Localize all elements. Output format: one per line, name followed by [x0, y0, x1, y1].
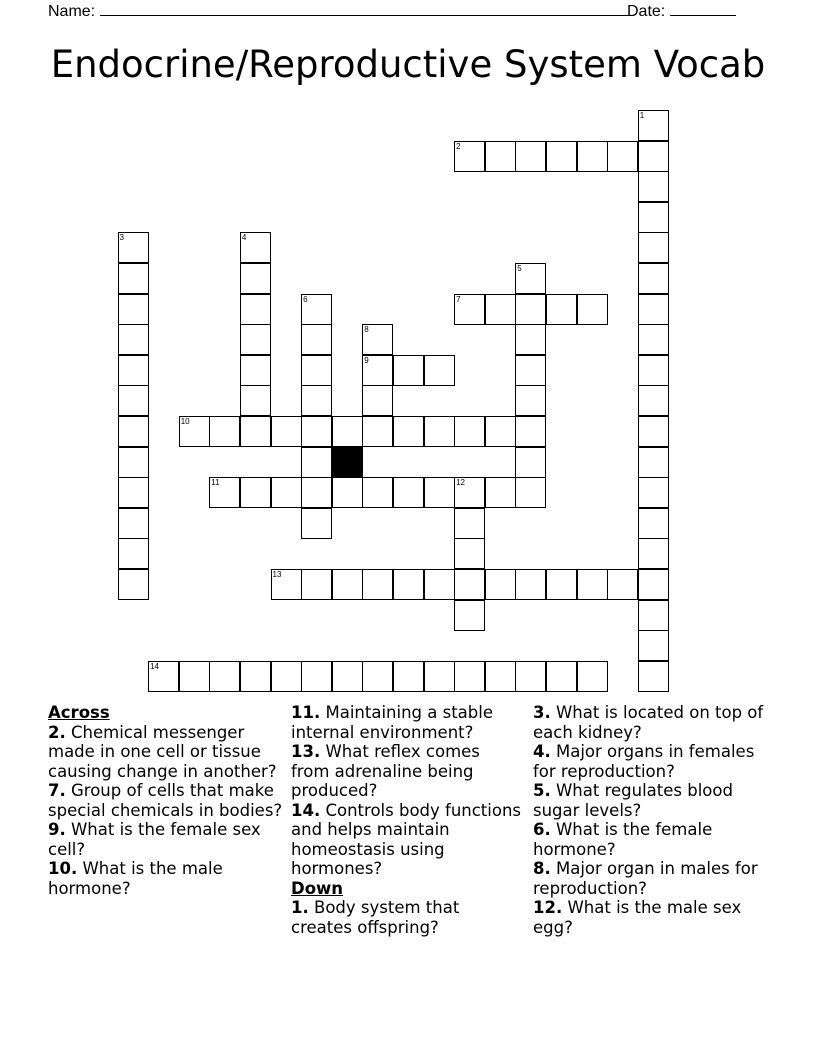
cell-number: 6	[303, 294, 308, 304]
crossword-cell[interactable]	[638, 232, 669, 263]
clue-text: Group of cells that make special chemicals in bodies?	[48, 781, 283, 820]
crossword-cell[interactable]	[577, 294, 608, 325]
crossword-cell[interactable]	[240, 324, 271, 355]
clue-text: What is the female sex cell?	[48, 820, 261, 859]
cell-number: 8	[364, 325, 369, 335]
crossword-cell[interactable]	[485, 294, 516, 325]
crossword-cell[interactable]	[485, 141, 516, 172]
cell-number: 9	[364, 355, 369, 365]
cell-number: 7	[456, 294, 461, 304]
crossword-cell[interactable]	[638, 141, 669, 172]
crossword-cell[interactable]	[393, 477, 424, 508]
crossword-cell[interactable]	[638, 355, 669, 386]
clue-down-3	[533, 703, 769, 742]
clue-number: 7.	[48, 781, 66, 800]
crossword-cell[interactable]	[485, 661, 516, 692]
crossword-cell[interactable]	[240, 294, 271, 325]
crossword-cell[interactable]	[148, 661, 179, 692]
crossword-cell[interactable]	[332, 661, 363, 692]
crossword-cell[interactable]	[638, 416, 669, 447]
crossword-cell[interactable]	[209, 416, 240, 447]
clue-across-7	[48, 781, 284, 820]
crossword-cell[interactable]	[638, 171, 669, 202]
crossword-cell[interactable]	[546, 661, 577, 692]
crossword-cell[interactable]	[118, 538, 149, 569]
crossword-cell[interactable]	[301, 355, 332, 386]
crossword-cell[interactable]	[454, 538, 485, 569]
clue-number: 13.	[291, 742, 321, 761]
clue-number: 14.	[291, 800, 321, 820]
clue-number: 4.	[533, 742, 551, 761]
clue-across-13	[291, 742, 523, 801]
crossword-cell[interactable]	[362, 569, 393, 600]
crossword-cell[interactable]	[332, 416, 363, 447]
crossword-cell[interactable]	[301, 416, 332, 447]
crossword-cell[interactable]	[179, 661, 210, 692]
clue-column-3	[533, 703, 769, 937]
crossword-cell[interactable]	[301, 477, 332, 508]
name-label: Name:	[48, 3, 96, 20]
crossword-cell[interactable]	[454, 477, 485, 508]
crossword-cell[interactable]	[240, 477, 271, 508]
crossword-cell[interactable]	[301, 294, 332, 325]
clue-across-11	[291, 703, 523, 742]
crossword-cell[interactable]	[638, 538, 669, 569]
crossword-cell[interactable]	[301, 569, 332, 600]
clue-text: What is the male hormone?	[48, 859, 223, 898]
crossword-cell[interactable]	[454, 600, 485, 631]
crossword-cell[interactable]	[515, 661, 546, 692]
crossword-cell[interactable]	[454, 141, 485, 172]
crossword-cell[interactable]	[454, 416, 485, 447]
crossword-cell[interactable]	[118, 416, 149, 447]
clue-down-6	[533, 820, 769, 859]
crossword-cell[interactable]	[393, 355, 424, 386]
crossword-cell[interactable]	[424, 569, 455, 600]
crossword-cell[interactable]	[638, 477, 669, 508]
blocked-cell	[332, 447, 363, 478]
crossword-cell[interactable]	[362, 385, 393, 416]
crossword-cell[interactable]	[271, 477, 302, 508]
crossword-cell[interactable]	[515, 477, 546, 508]
crossword-cell[interactable]	[577, 141, 608, 172]
cell-number: 1	[639, 111, 645, 120]
across-heading: Across	[48, 703, 110, 722]
crossword-cell[interactable]	[515, 263, 546, 294]
crossword-cell[interactable]	[362, 324, 393, 355]
crossword-cell[interactable]	[362, 416, 393, 447]
clue-number: 8.	[533, 859, 551, 878]
clue-text: Chemical messenger made in one cell or tissue causing change in another?	[48, 722, 277, 781]
clue-text: Major organ in males for reproduction?	[533, 859, 758, 898]
crossword-cell[interactable]	[424, 355, 455, 386]
crossword-cell[interactable]	[515, 569, 546, 600]
crossword-cell[interactable]	[454, 508, 485, 539]
crossword-cell[interactable]	[515, 416, 546, 447]
crossword-cell[interactable]	[271, 661, 302, 692]
crossword-cell[interactable]	[577, 569, 608, 600]
crossword-cell[interactable]	[240, 661, 271, 692]
crossword-cell[interactable]	[118, 508, 149, 539]
crossword-cell[interactable]	[485, 569, 516, 600]
crossword-cell[interactable]	[301, 385, 332, 416]
crossword-cell[interactable]	[638, 661, 669, 692]
crossword-cell[interactable]	[209, 477, 240, 508]
clue-across-10	[48, 859, 284, 898]
cell-number: 3	[119, 233, 124, 243]
clue-number: 5.	[533, 781, 551, 800]
crossword-cell[interactable]	[515, 385, 546, 416]
crossword-cell[interactable]	[118, 232, 149, 263]
crossword-cell[interactable]	[240, 263, 271, 294]
crossword-cell[interactable]	[515, 447, 546, 478]
crossword-cell[interactable]	[301, 661, 332, 692]
crossword-cell[interactable]	[638, 447, 669, 478]
crossword-cell[interactable]	[577, 661, 608, 692]
clue-number: 11.	[291, 703, 321, 722]
date-label: Date:	[627, 3, 666, 20]
crossword-cell[interactable]	[118, 569, 149, 600]
clue-text: What regulates blood sugar levels?	[533, 781, 733, 820]
clue-number: 9.	[48, 820, 66, 839]
crossword-cell[interactable]	[118, 294, 149, 325]
crossword-cell[interactable]	[638, 508, 669, 539]
crossword-cell[interactable]	[118, 447, 149, 478]
page-title: Endocrine/Reproductive System Vocab	[50, 43, 766, 86]
down-heading: Down	[291, 878, 344, 898]
clue-text: Controls body functions and helps maintain homeostasis using hormones?	[291, 800, 522, 878]
clue-across-9	[48, 820, 284, 859]
crossword-cell[interactable]	[118, 263, 149, 294]
crossword-cell[interactable]	[240, 355, 271, 386]
crossword-cell[interactable]	[240, 416, 271, 447]
crossword-cell[interactable]	[118, 355, 149, 386]
crossword-cell[interactable]	[515, 141, 546, 172]
crossword-cell[interactable]	[638, 385, 669, 416]
cell-number: 4	[241, 233, 247, 243]
clue-across-14	[291, 801, 523, 879]
cell-number: 10	[180, 417, 190, 426]
crossword-cell[interactable]	[301, 447, 332, 478]
clue-down-12	[533, 898, 769, 937]
clue-down-4	[533, 742, 769, 781]
crossword-cell[interactable]	[546, 141, 577, 172]
crossword-cell[interactable]	[638, 630, 669, 661]
crossword-cell[interactable]	[424, 661, 455, 692]
crossword-cell[interactable]	[271, 569, 302, 600]
crossword-cell[interactable]	[607, 141, 638, 172]
clue-down-5	[533, 781, 769, 820]
crossword-cell[interactable]	[362, 661, 393, 692]
crossword-cell[interactable]	[485, 477, 516, 508]
crossword-cell[interactable]	[515, 294, 546, 325]
clue-text: Major organs in females for reproduction?	[533, 742, 755, 781]
crossword-cell[interactable]	[424, 477, 455, 508]
crossword-cell[interactable]	[515, 355, 546, 386]
crossword-cell[interactable]	[638, 263, 669, 294]
clue-text: What reflex comes from adrenaline being produced?	[291, 742, 480, 800]
clue-number: 3.	[533, 703, 551, 722]
crossword-cell[interactable]	[240, 232, 271, 263]
clue-text: Maintaining a stable internal environment?	[291, 703, 493, 742]
crossword-cell[interactable]	[393, 661, 424, 692]
clue-text: Body system that creates offspring?	[291, 898, 460, 937]
crossword-cell[interactable]	[546, 294, 577, 325]
cell-number: 13	[272, 570, 282, 579]
crossword-cell[interactable]	[301, 324, 332, 355]
clue-across-2	[48, 723, 284, 782]
crossword-cell[interactable]	[638, 600, 669, 631]
clue-column-2	[291, 703, 523, 937]
clue-column-1	[48, 703, 284, 898]
crossword-cell[interactable]	[638, 110, 669, 141]
crossword-cell[interactable]	[607, 569, 638, 600]
cell-number: 14	[150, 661, 159, 671]
crossword-cell[interactable]	[301, 508, 332, 539]
clue-number: 6.	[533, 820, 551, 839]
crossword-cell[interactable]	[393, 569, 424, 600]
crossword-cell[interactable]	[362, 355, 393, 386]
crossword-cell[interactable]	[209, 661, 240, 692]
clue-number: 12.	[533, 898, 563, 917]
cell-number: 2	[456, 141, 461, 151]
crossword-cell[interactable]	[515, 324, 546, 355]
crossword-cell[interactable]	[454, 661, 485, 692]
crossword-cell[interactable]	[332, 477, 363, 508]
crossword-cell[interactable]	[485, 416, 516, 447]
crossword-cell[interactable]	[271, 416, 302, 447]
crossword-cell[interactable]	[424, 416, 455, 447]
clue-text: What is located on top of each kidney?	[533, 703, 764, 742]
crossword-cell[interactable]	[638, 294, 669, 325]
crossword-cell[interactable]	[393, 416, 424, 447]
clue-down-8	[533, 859, 769, 898]
crossword-cell[interactable]	[638, 324, 669, 355]
clue-down-1	[291, 898, 523, 937]
crossword-cell[interactable]	[638, 202, 669, 233]
clue-text: What is the female hormone?	[533, 820, 713, 859]
cell-number: 11	[211, 478, 220, 488]
crossword-cell[interactable]	[362, 477, 393, 508]
crossword-cell[interactable]	[546, 569, 577, 600]
crossword-cell[interactable]	[454, 294, 485, 325]
crossword-cell[interactable]	[118, 385, 149, 416]
clue-number: 10.	[48, 859, 78, 878]
cell-number: 5	[517, 264, 522, 273]
crossword-cell[interactable]	[179, 416, 210, 447]
crossword-cell[interactable]	[638, 569, 669, 600]
clue-number: 2.	[48, 722, 66, 742]
cell-number: 12	[456, 478, 465, 488]
crossword-cell[interactable]	[332, 569, 363, 600]
crossword-cell[interactable]	[240, 385, 271, 416]
clue-text: What is the male sex egg?	[533, 898, 742, 937]
crossword-cell[interactable]	[118, 324, 149, 355]
clue-number: 1.	[291, 898, 309, 917]
crossword-cell[interactable]	[118, 477, 149, 508]
crossword-cell[interactable]	[454, 569, 485, 600]
